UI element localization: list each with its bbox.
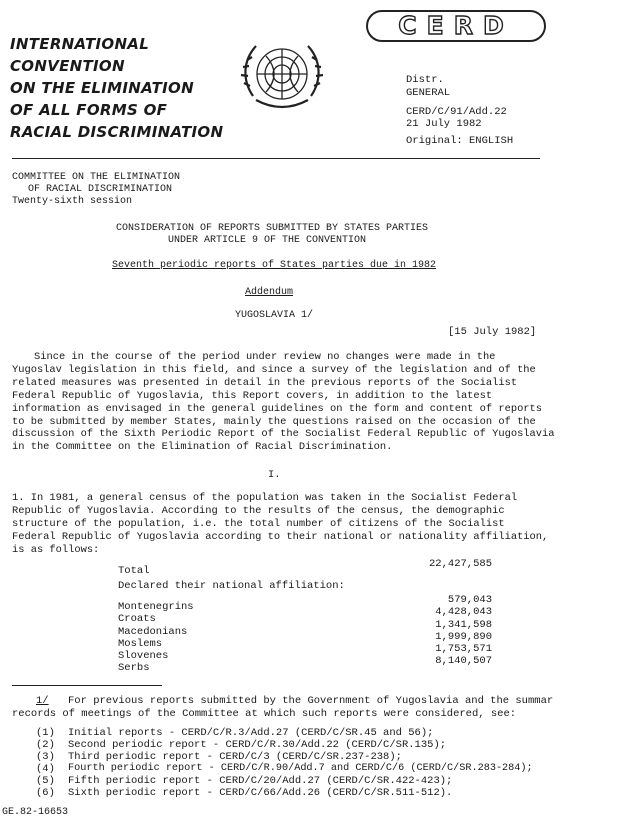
document-date: 21 July 1982 [406,118,482,130]
paragraph-1-line: Federal Republic of Yugoslavia according to their national or nationality affiliation, [12,530,549,543]
convention-title-line: INTERNATIONAL [10,35,150,53]
census-row-label: Serbs [118,662,150,674]
footnote-item: Sixth periodic report - CERD/C/66/Add.26 (CERD/C/SR.511-512). [68,787,453,799]
session-label: Twenty-sixth session [12,196,133,207]
convention-title-line: ON THE ELIMINATION [10,79,194,97]
cerd-stamp-text: CERD [398,11,514,40]
intro-line: discussion of the Sixth Periodic Report of the Socialist Federal Republic of Yugoslavia [12,428,555,441]
footnote-item-number: (4) [36,763,55,775]
consideration-title: CONSIDERATION OF REPORTS SUBMITTED BY STATES PARTIES [116,223,429,234]
footnote-text: For previous reports submitted by the Government of Yugoslavia and the summar [68,695,554,707]
convention-title-line: RACIAL DISCRIMINATION [10,123,224,141]
report-subtitle: Seventh periodic reports of States parties due in 1982 [112,260,437,271]
original-language: Original: ENGLISH [406,135,514,147]
footnote-item-number: (2) [36,739,55,751]
distr-label: Distr. [406,74,444,86]
census-row-label: Montenegrins [118,601,194,613]
intro-line: to be submitted by member States, mainly the questions raised on the occasion of the [12,415,536,428]
census-declared-label: Declared their national affiliation: [118,580,345,592]
committee-name: COMMITTEE ON THE ELIMINATION [12,172,181,183]
footnote-item: Fifth periodic report - CERD/C/20/Add.27 (CERD/C/SR.422-423); [68,775,453,787]
census-total-label: Total [118,565,150,577]
census-row-value: 8,140,507 [435,655,492,667]
intro-line: related measures was presented in detail in the previous reports of the Socialist [12,376,518,389]
committee-name-continued: OF RACIAL DISCRIMINATION [28,184,173,195]
country-heading: YUGOSLAVIA 1/ [235,310,314,321]
census-row-value: 1,999,890 [435,631,492,643]
convention-title-line: CONVENTION [10,57,125,75]
addendum-label: Addendum [245,287,294,298]
convention-title-line: OF ALL FORMS OF [10,101,168,119]
intro-line: in the Committee on the Elimination of Racial Discrimination. [12,441,393,454]
convention-title [10,33,223,143]
footnote-item: Third periodic report - CERD/C/3 (CERD/C/SR.237-238); [68,751,402,763]
census-row-value: 1,753,571 [435,643,492,655]
footnote-item: Second periodic report - CERD/C/R.30/Add.22 (CERD/C/SR.135); [68,739,447,751]
intro-line: Federal Republic of Yugoslavia, this Report covers, in addition to the latest [12,389,493,402]
census-row-label: Moslems [118,638,163,650]
census-row-value: 4,428,043 [435,606,492,618]
paragraph-1-line: 1. In 1981, a general census of the population was taken in the Socialist Federal [12,492,518,504]
cerd-stamp [366,10,546,42]
consideration-title-2: UNDER ARTICLE 9 OF THE CONVENTION [168,235,367,246]
census-row-label: Macedonians [118,626,188,638]
footnote-item-number: (3) [36,751,55,763]
census-row-value: 1,341,598 [435,619,492,631]
received-date: [15 July 1982] [448,326,537,338]
footnote-text: records of meetings of the Committee at which such reports were considered, see: [12,708,517,720]
census-row-label: Slovenes [118,650,169,662]
footnote-marker: 1/ [36,695,49,707]
section-number: I. [268,469,281,481]
paragraph-1-line: Republic of Yugoslavia. According to the results of the census, the demographic [12,504,505,517]
intro-line: information as envisaged in the general guidelines on the form and content of reports [12,402,543,415]
census-row-value: 579,043 [447,594,492,606]
footnote-item-number: (5) [36,775,55,787]
paragraph-1-line: is as follows: [12,543,100,556]
census-total-value: 22,427,585 [428,558,492,570]
footnote-item: Initial reports - CERD/C/R.3/Add.27 (CERD/C/SR.45 and 56); [68,727,434,739]
job-number: GE.82-16653 [2,807,69,818]
census-row-label: Croats [118,613,156,625]
distr-value: GENERAL [406,87,451,99]
header-rule [12,158,540,159]
document-symbol: CERD/C/91/Add.22 [406,106,507,118]
footnote-rule [12,685,162,686]
footnote-item: Fourth periodic report - CERD/C/R.90/Add.7 and CERD/C/6 (CERD/C/SR.283-284); [68,763,533,774]
paragraph-1 [12,492,548,557]
footnote-item-number: (6) [36,787,55,799]
paragraph-1-line: structure of the population, i.e. the total number of citizens of the Socialist [12,517,505,530]
un-emblem-icon [236,36,328,118]
footnote-item-number: (1) [36,727,55,739]
intro-line: Since in the course of the period under review no changes were made in the [34,351,496,363]
intro-paragraph [12,351,554,454]
intro-line: Yugoslav legislation in this field, and since a survey of the legislation and of the [12,363,536,376]
